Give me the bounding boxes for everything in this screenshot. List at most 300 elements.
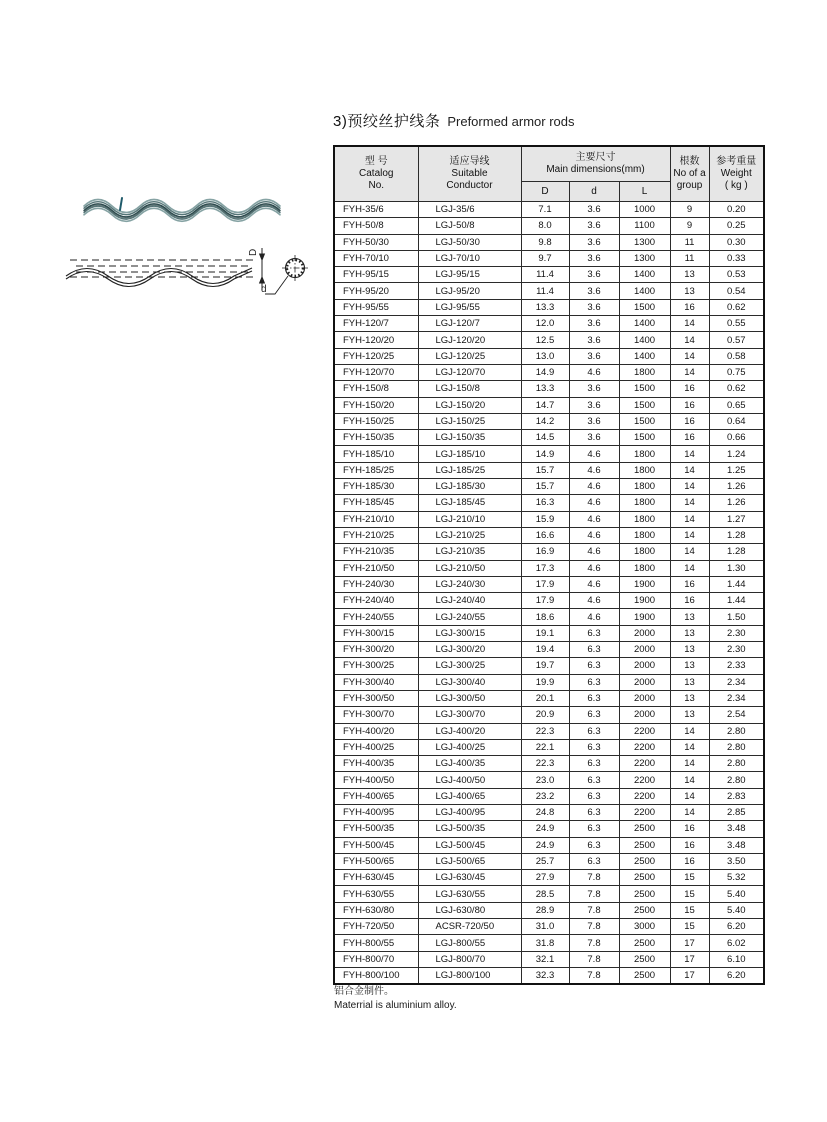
cell: FYH-210/25	[334, 527, 418, 543]
cell: LGJ-400/95	[418, 804, 521, 820]
cell: FYH-500/45	[334, 837, 418, 853]
cell: LGJ-240/55	[418, 609, 521, 625]
cell: 3.6	[569, 413, 619, 429]
cell: 6.20	[709, 967, 764, 984]
cell: 16	[670, 413, 709, 429]
table-row	[334, 788, 764, 804]
cell: 6.3	[569, 853, 619, 869]
cell: FYH-800/55	[334, 935, 418, 951]
cell: 1500	[619, 299, 670, 315]
cell: 1.26	[709, 479, 764, 495]
table-row	[334, 381, 764, 397]
cell: LGJ-120/70	[418, 364, 521, 380]
cell: 17	[670, 967, 709, 984]
cell: 2500	[619, 853, 670, 869]
dimension-d-label: d	[261, 284, 267, 295]
cell: 1300	[619, 250, 670, 266]
cell: 14.2	[521, 413, 569, 429]
cell: FYH-800/100	[334, 967, 418, 984]
cell: FYH-150/8	[334, 381, 418, 397]
table-row	[334, 202, 764, 218]
cell: 1800	[619, 479, 670, 495]
cell: FYH-720/50	[334, 919, 418, 935]
cell: 15	[670, 902, 709, 918]
cell: 5.40	[709, 902, 764, 918]
cell: 16	[670, 381, 709, 397]
table-body	[334, 202, 764, 985]
cell: 13	[670, 674, 709, 690]
cell: 25.7	[521, 853, 569, 869]
cell: 15	[670, 870, 709, 886]
cell: 4.6	[569, 495, 619, 511]
cell: 13.3	[521, 381, 569, 397]
table-row	[334, 316, 764, 332]
cell: 2200	[619, 723, 670, 739]
cell: 4.6	[569, 527, 619, 543]
cell: 14.5	[521, 430, 569, 446]
cell: 1800	[619, 446, 670, 462]
table-row	[334, 935, 764, 951]
cell: 0.64	[709, 413, 764, 429]
cell: 14	[670, 511, 709, 527]
cell: 28.9	[521, 902, 569, 918]
cell: 1.28	[709, 544, 764, 560]
cell: 3.6	[569, 397, 619, 413]
table-row	[334, 739, 764, 755]
cell: 16.6	[521, 527, 569, 543]
cell: 13	[670, 707, 709, 723]
cell: 14	[670, 772, 709, 788]
cell: 2.30	[709, 625, 764, 641]
cell: 1.44	[709, 576, 764, 592]
cell: FYH-400/20	[334, 723, 418, 739]
cell: 1300	[619, 234, 670, 250]
cell: FYH-210/50	[334, 560, 418, 576]
cell: 4.6	[569, 544, 619, 560]
cell: 13.3	[521, 299, 569, 315]
cell: 0.62	[709, 381, 764, 397]
cell: 6.3	[569, 690, 619, 706]
cell: 2.85	[709, 804, 764, 820]
cell: 24.8	[521, 804, 569, 820]
cell: 2500	[619, 902, 670, 918]
cell: 2.34	[709, 674, 764, 690]
cell: 4.6	[569, 560, 619, 576]
table-row	[334, 430, 764, 446]
cell: LGJ-300/15	[418, 625, 521, 641]
table-row	[334, 397, 764, 413]
table-row	[334, 658, 764, 674]
cell: LGJ-240/40	[418, 593, 521, 609]
cell: 1.30	[709, 560, 764, 576]
cell: 31.8	[521, 935, 569, 951]
cell: LGJ-300/20	[418, 642, 521, 658]
cell: 6.3	[569, 739, 619, 755]
cell: 1400	[619, 348, 670, 364]
cell: 1800	[619, 511, 670, 527]
cell: 2500	[619, 935, 670, 951]
cell: 14	[670, 462, 709, 478]
table-header	[334, 146, 764, 202]
cell: 0.65	[709, 397, 764, 413]
cell: 19.7	[521, 658, 569, 674]
cell: 12.0	[521, 316, 569, 332]
cell: 6.3	[569, 788, 619, 804]
table-row	[334, 250, 764, 266]
cell: 20.1	[521, 690, 569, 706]
cell: LGJ-120/20	[418, 332, 521, 348]
table-row	[334, 283, 764, 299]
cell: LGJ-70/10	[418, 250, 521, 266]
cell: 2500	[619, 870, 670, 886]
cell: LGJ-500/45	[418, 837, 521, 853]
cell: 6.3	[569, 837, 619, 853]
cell: 14	[670, 364, 709, 380]
dimension-drawing	[66, 248, 308, 294]
cell: 16	[670, 837, 709, 853]
cell: 13	[670, 690, 709, 706]
cell: LGJ-210/25	[418, 527, 521, 543]
table-row	[334, 332, 764, 348]
table-row	[334, 527, 764, 543]
cell: 7.8	[569, 870, 619, 886]
cell: 18.6	[521, 609, 569, 625]
section-title-zh: 3)预绞丝护线条	[333, 113, 441, 130]
cell: FYH-400/35	[334, 756, 418, 772]
cell: 2200	[619, 756, 670, 772]
cell: 11.4	[521, 267, 569, 283]
table-row	[334, 902, 764, 918]
cell: LGJ-185/10	[418, 446, 521, 462]
cell: 3.6	[569, 267, 619, 283]
cell: 2.33	[709, 658, 764, 674]
cell: 19.9	[521, 674, 569, 690]
cell: 2500	[619, 967, 670, 984]
cell: FYH-240/55	[334, 609, 418, 625]
cell: 1.25	[709, 462, 764, 478]
cell: 3.6	[569, 332, 619, 348]
cell: 14.7	[521, 397, 569, 413]
table-row	[334, 886, 764, 902]
cell: 14	[670, 316, 709, 332]
cell: 17	[670, 935, 709, 951]
cell: FYH-240/40	[334, 593, 418, 609]
cell: 2000	[619, 658, 670, 674]
cell: 7.8	[569, 919, 619, 935]
cell: LGJ-400/35	[418, 756, 521, 772]
cell: FYH-300/50	[334, 690, 418, 706]
cell: 1400	[619, 332, 670, 348]
cell: FYH-185/45	[334, 495, 418, 511]
col-header-catalog: 型 号 Catalog No.	[334, 146, 418, 202]
table-row	[334, 364, 764, 380]
cell: LGJ-800/70	[418, 951, 521, 967]
cell: LGJ-300/50	[418, 690, 521, 706]
cell: LGJ-185/45	[418, 495, 521, 511]
cell: 3.48	[709, 837, 764, 853]
cell: 1900	[619, 576, 670, 592]
cell: 2.80	[709, 739, 764, 755]
cell: 32.1	[521, 951, 569, 967]
cell: 1800	[619, 544, 670, 560]
table-row	[334, 495, 764, 511]
cell: 28.5	[521, 886, 569, 902]
cell: 0.58	[709, 348, 764, 364]
cell: LGJ-150/20	[418, 397, 521, 413]
cell: FYH-185/10	[334, 446, 418, 462]
cell: 17.3	[521, 560, 569, 576]
cell: 24.9	[521, 821, 569, 837]
cell: 1500	[619, 413, 670, 429]
table-row	[334, 413, 764, 429]
cell: LGJ-150/25	[418, 413, 521, 429]
cell: ACSR-720/50	[418, 919, 521, 935]
cell: 9	[670, 218, 709, 234]
cell: 19.4	[521, 642, 569, 658]
cell: 6.3	[569, 707, 619, 723]
cell: 16.3	[521, 495, 569, 511]
cell: 3.6	[569, 316, 619, 332]
table-row	[334, 234, 764, 250]
cell: 4.6	[569, 479, 619, 495]
cell: LGJ-95/15	[418, 267, 521, 283]
cell: FYH-120/20	[334, 332, 418, 348]
table-row	[334, 560, 764, 576]
cell: FYH-50/30	[334, 234, 418, 250]
cell: 1.44	[709, 593, 764, 609]
table-row	[334, 479, 764, 495]
cell: 3.6	[569, 234, 619, 250]
cell: 14	[670, 332, 709, 348]
cell: 2200	[619, 788, 670, 804]
cell: 1800	[619, 495, 670, 511]
cell: 6.3	[569, 625, 619, 641]
cell: 22.1	[521, 739, 569, 755]
cell: 0.54	[709, 283, 764, 299]
cell: LGJ-800/55	[418, 935, 521, 951]
cell: LGJ-50/8	[418, 218, 521, 234]
cell: 1800	[619, 462, 670, 478]
table-row	[334, 723, 764, 739]
cell: 3.6	[569, 218, 619, 234]
cell: 3.6	[569, 283, 619, 299]
cell: 2.54	[709, 707, 764, 723]
cell: FYH-95/15	[334, 267, 418, 283]
cell: 14	[670, 723, 709, 739]
cell: 20.9	[521, 707, 569, 723]
cell: FYH-185/25	[334, 462, 418, 478]
cell: 16	[670, 576, 709, 592]
cell: 4.6	[569, 593, 619, 609]
cell: FYH-300/40	[334, 674, 418, 690]
cell: 15	[670, 919, 709, 935]
cell: 0.66	[709, 430, 764, 446]
cell: 4.6	[569, 446, 619, 462]
cell: FYH-210/10	[334, 511, 418, 527]
cell: 2.34	[709, 690, 764, 706]
cell: 16	[670, 397, 709, 413]
table-row	[334, 674, 764, 690]
cell: 0.55	[709, 316, 764, 332]
table-row	[334, 756, 764, 772]
cell: 7.8	[569, 886, 619, 902]
cell: 3000	[619, 919, 670, 935]
material-note	[334, 985, 457, 1012]
cell: 17	[670, 951, 709, 967]
cell: 9.8	[521, 234, 569, 250]
cell: LGJ-800/100	[418, 967, 521, 984]
table-row	[334, 299, 764, 315]
cell: 2500	[619, 837, 670, 853]
col-header-d: d	[569, 182, 619, 202]
cell: 14	[670, 446, 709, 462]
cell: FYH-500/65	[334, 853, 418, 869]
cell: 6.3	[569, 723, 619, 739]
col-header-group: 根数 No of a group	[670, 146, 709, 202]
cell: FYH-150/35	[334, 430, 418, 446]
cell: LGJ-630/55	[418, 886, 521, 902]
cell: 15.9	[521, 511, 569, 527]
cell: FYH-400/65	[334, 788, 418, 804]
cell: 16	[670, 593, 709, 609]
cell: 2000	[619, 690, 670, 706]
col-header-L: L	[619, 182, 670, 202]
cell: FYH-630/45	[334, 870, 418, 886]
table-row	[334, 821, 764, 837]
cell: 2.30	[709, 642, 764, 658]
cell: 13	[670, 609, 709, 625]
cell: 15.7	[521, 462, 569, 478]
cell: 15	[670, 886, 709, 902]
cell: FYH-300/15	[334, 625, 418, 641]
cell: 16.9	[521, 544, 569, 560]
armor-rods-table	[333, 145, 765, 985]
cell: 4.6	[569, 576, 619, 592]
cell: 6.3	[569, 642, 619, 658]
cell: 7.8	[569, 902, 619, 918]
cell: 13	[670, 283, 709, 299]
cell: 19.1	[521, 625, 569, 641]
cell: FYH-300/25	[334, 658, 418, 674]
cell: 14.9	[521, 364, 569, 380]
cell: FYH-400/50	[334, 772, 418, 788]
cell: 1400	[619, 316, 670, 332]
cell: LGJ-630/45	[418, 870, 521, 886]
cell: 1400	[619, 283, 670, 299]
cell: LGJ-210/50	[418, 560, 521, 576]
cell: LGJ-120/25	[418, 348, 521, 364]
table-row	[334, 218, 764, 234]
cell: LGJ-400/65	[418, 788, 521, 804]
dimension-D-label: D	[248, 248, 259, 256]
cell: 22.3	[521, 756, 569, 772]
cell: FYH-630/80	[334, 902, 418, 918]
cell: 14.9	[521, 446, 569, 462]
cell: 0.33	[709, 250, 764, 266]
cell: 14	[670, 544, 709, 560]
cell: 3.48	[709, 821, 764, 837]
cell: 1800	[619, 560, 670, 576]
cell: 0.62	[709, 299, 764, 315]
col-header-conductor: 适应导线 Suitable Conductor	[418, 146, 521, 202]
cell: 2500	[619, 951, 670, 967]
cell: LGJ-400/20	[418, 723, 521, 739]
cell: 3.6	[569, 430, 619, 446]
cell: 16	[670, 853, 709, 869]
cell: LGJ-185/30	[418, 479, 521, 495]
cell: 1500	[619, 397, 670, 413]
table-row	[334, 462, 764, 478]
col-header-D: D	[521, 182, 569, 202]
cell: 2500	[619, 821, 670, 837]
cell: 3.6	[569, 299, 619, 315]
cell: 14	[670, 739, 709, 755]
cell: FYH-120/7	[334, 316, 418, 332]
cell: 16	[670, 299, 709, 315]
table-row	[334, 625, 764, 641]
table-row	[334, 690, 764, 706]
table-row	[334, 576, 764, 592]
cell: 2500	[619, 886, 670, 902]
cell: 2000	[619, 707, 670, 723]
cell: 11.4	[521, 283, 569, 299]
cell: 5.40	[709, 886, 764, 902]
table-row	[334, 642, 764, 658]
cell: 6.3	[569, 772, 619, 788]
table-row	[334, 544, 764, 560]
cell: 6.3	[569, 658, 619, 674]
cell: 22.3	[521, 723, 569, 739]
cell: 6.3	[569, 804, 619, 820]
cell: 2200	[619, 804, 670, 820]
table-row	[334, 870, 764, 886]
table-row	[334, 707, 764, 723]
cell: 14	[670, 788, 709, 804]
cell: 14	[670, 756, 709, 772]
cell: 2.80	[709, 756, 764, 772]
material-note-zh: 铝合金制件。	[334, 986, 394, 997]
cell: FYH-300/70	[334, 707, 418, 723]
cell: 6.3	[569, 674, 619, 690]
armor-rod-drawings	[62, 190, 322, 310]
cell: 7.8	[569, 951, 619, 967]
cell: 3.6	[569, 250, 619, 266]
cell: 1.27	[709, 511, 764, 527]
cell: FYH-400/95	[334, 804, 418, 820]
cell: FYH-300/20	[334, 642, 418, 658]
cell: 0.30	[709, 234, 764, 250]
cell: FYH-120/25	[334, 348, 418, 364]
cell: 1800	[619, 364, 670, 380]
cell: 15.7	[521, 479, 569, 495]
cell: 13	[670, 642, 709, 658]
cell: LGJ-210/10	[418, 511, 521, 527]
cell: FYH-150/20	[334, 397, 418, 413]
cell: 1900	[619, 593, 670, 609]
cell: 4.6	[569, 609, 619, 625]
cell: FYH-50/8	[334, 218, 418, 234]
cell: 7.8	[569, 967, 619, 984]
cell: FYH-800/70	[334, 951, 418, 967]
cell: 14	[670, 495, 709, 511]
cell: LGJ-210/35	[418, 544, 521, 560]
section-title	[333, 110, 575, 131]
cell: 16	[670, 430, 709, 446]
cell: 6.3	[569, 821, 619, 837]
cell: 2000	[619, 625, 670, 641]
cell: LGJ-300/25	[418, 658, 521, 674]
cell: LGJ-500/65	[418, 853, 521, 869]
